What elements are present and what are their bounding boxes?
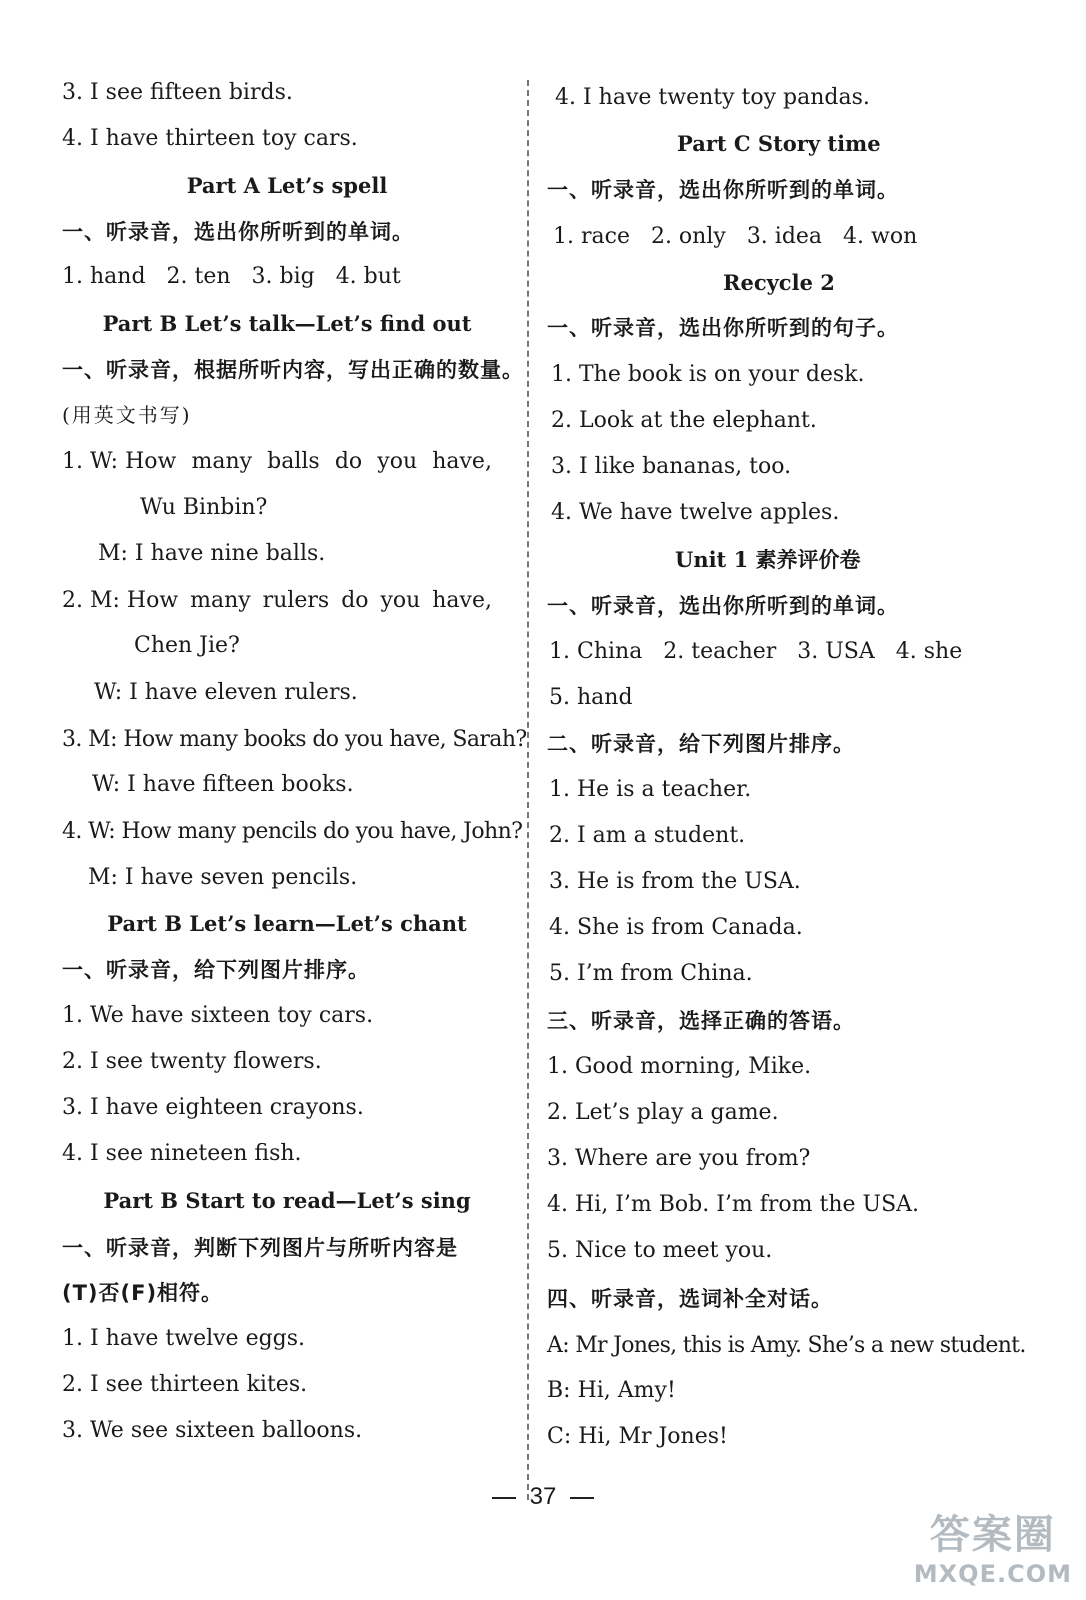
section-heading: Part B Start to read—Let’s sing [103, 1188, 471, 1213]
answer-line: 5. Nice to meet you. [547, 1238, 773, 1263]
answer-line: 3. We see sixteen balloons. [62, 1418, 363, 1443]
question-instruction: 一、听录音，选出你所听到的单词。 [62, 220, 414, 244]
section-heading: Part B Let’s talk—Let’s find out [102, 311, 472, 336]
answer-line: 3. Where are you from? [547, 1146, 811, 1171]
section-heading: Part A Let’s spell [186, 173, 388, 198]
answer-word: 3. idea [746, 224, 823, 249]
answer-word: 3. big [251, 264, 315, 289]
dialogue-line: Chen Jie? [134, 633, 240, 658]
section-heading: Unit 1 素养评价卷 [675, 547, 861, 572]
answer-line: 5. I’m from China. [549, 961, 753, 986]
answer-word: 3. USA [797, 639, 875, 664]
dialogue-line: Wu Binbin? [140, 495, 268, 520]
question-instruction: 三、听录音，选择正确的答语。 [547, 1009, 855, 1033]
column-divider [527, 80, 529, 1500]
answer-line: 1. He is a teacher. [549, 777, 752, 802]
dialogue-line: 1. W: How many balls do you have, [62, 449, 492, 474]
page-dash-left [492, 1497, 516, 1499]
page-dash-right [570, 1497, 594, 1499]
dialogue-line: C: Hi, Mr Jones! [547, 1424, 728, 1449]
answer-word: 2. only [650, 224, 726, 249]
answer-line: 1. I have twelve eggs. [62, 1326, 306, 1351]
answer-line: 2. Let’s play a game. [547, 1100, 779, 1125]
dialogue-line: 3. M: How many books do you have, Sarah? [62, 727, 527, 752]
answer-word-row [549, 637, 962, 667]
dialogue-line: 4. W: How many pencils do you have, John? [62, 819, 523, 844]
dialogue-line: M: I have seven pencils. [88, 865, 358, 890]
question-instruction: 一、听录音，选出你所听到的单词。 [547, 178, 899, 202]
answer-line: 2. I am a student. [549, 823, 746, 848]
dialogue-line: W: I have fifteen books. [92, 772, 354, 797]
question-instruction: 二、听录音，给下列图片排序。 [547, 732, 855, 756]
answer-word: 2. ten [166, 264, 231, 289]
answer-line: 1. We have sixteen toy cars. [62, 1003, 374, 1028]
answer-line: 4. Hi, I’m Bob. I’m from the USA. [547, 1192, 920, 1217]
answer-line: 5. hand [549, 685, 633, 710]
answer-line: 3. I see fifteen birds. [62, 80, 293, 105]
answer-line: 3. I have eighteen crayons. [62, 1095, 364, 1120]
answer-line: 4. I see nineteen fish. [62, 1141, 302, 1166]
answer-line: 4. We have twelve apples. [551, 500, 840, 525]
question-instruction: 一、听录音，判断下列图片与所听内容是 [62, 1236, 458, 1260]
answer-word: 4. she [895, 639, 963, 664]
question-instruction: (T)否(F)相符。 [62, 1281, 224, 1305]
answer-line: 1. The book is on your desk. [551, 362, 865, 387]
answer-line: 2. I see thirteen kites. [62, 1372, 308, 1397]
dialogue-line: 2. M: How many rulers do you have, [62, 588, 492, 613]
question-instruction: 一、听录音，给下列图片排序。 [62, 958, 370, 982]
answer-word: 4. won [843, 224, 918, 249]
answer-word-row [553, 222, 917, 252]
dialogue-line: M: I have nine balls. [98, 541, 326, 566]
dialogue-line: B: Hi, Amy! [547, 1378, 676, 1403]
page-number: 37 [0, 1483, 1086, 1511]
answer-line: 4. I have thirteen toy cars. [62, 126, 358, 151]
answer-line: 3. I like bananas, too. [551, 454, 792, 479]
dialogue-line: A: Mr Jones, this is Amy. She’s a new student. [547, 1333, 1026, 1358]
answer-line: 2. I see twenty flowers. [62, 1049, 322, 1074]
question-instruction: 一、听录音，选出你所听到的句子。 [547, 316, 899, 340]
section-heading: Part B Let’s learn—Let’s chant [107, 911, 467, 936]
dialogue-line: W: I have eleven rulers. [94, 680, 358, 705]
answer-line: 4. I have twenty toy pandas. [555, 85, 870, 110]
answer-word-row [62, 262, 401, 292]
answer-line: 4. She is from Canada. [549, 915, 803, 940]
answer-word: 2. teacher [663, 639, 777, 664]
section-heading: Recycle 2 [723, 270, 835, 295]
answer-line: 2. Look at the elephant. [551, 408, 817, 433]
instruction-note: (用英文书写) [62, 403, 192, 427]
section-heading: Part C Story time [677, 131, 881, 156]
question-instruction: 一、听录音，根据所听内容，写出正确的数量。 [62, 358, 524, 382]
answer-line: 1. Good morning, Mike. [547, 1054, 812, 1079]
answer-word: 1. China [549, 639, 643, 664]
answer-line: 3. He is from the USA. [549, 869, 801, 894]
answer-word: 1. race [553, 224, 630, 249]
question-instruction: 一、听录音，选出你所听到的单词。 [547, 594, 899, 618]
site-watermark: 答案圈 MXQE.COM [913, 1512, 1072, 1588]
question-instruction: 四、听录音，选词补全对话。 [547, 1287, 833, 1311]
answer-word: 1. hand [62, 264, 146, 289]
answer-word: 4. but [335, 264, 401, 289]
